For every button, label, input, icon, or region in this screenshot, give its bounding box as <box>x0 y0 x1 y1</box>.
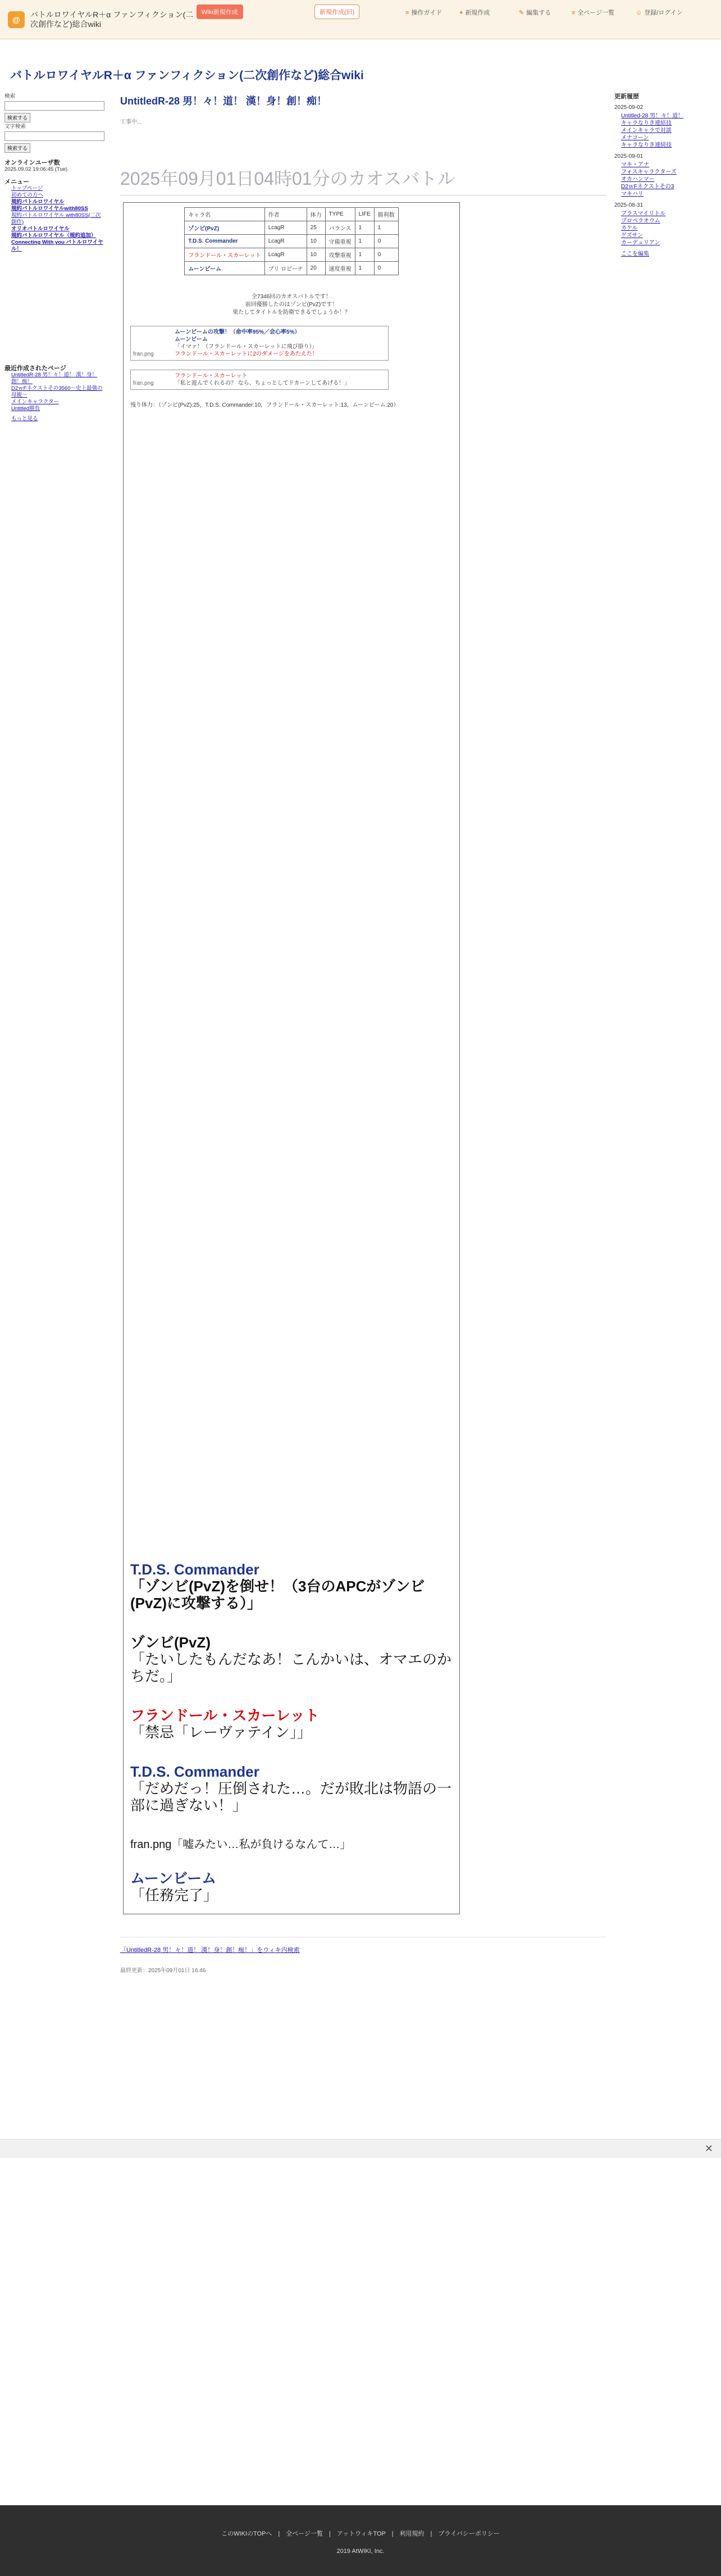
cell: パランス <box>325 221 355 235</box>
history-item[interactable]: マキ・アナ <box>621 162 649 168</box>
cell: 0 <box>374 235 398 248</box>
detail-search-input[interactable] <box>4 131 104 141</box>
online-date: 2025.09.02 19:06:45 (Tue) <box>4 166 68 172</box>
footer-links[interactable]: このWIKIのTOPへ | 全ページ一覧 | アットウィキTOP | 利用規約 | プライバシーポリシー <box>221 2531 500 2537</box>
cell: プリ ロビーナ <box>264 262 307 275</box>
big-speaker: ムーンビーム <box>130 1870 217 1887</box>
edit-link[interactable]: ✎ 編集する <box>519 10 551 16</box>
history-item[interactable]: プロペラオウム <box>621 218 660 224</box>
msg-line: 「私と遊んでくれるの？ なら、ちょっとしてドカーンしてあげる！」 <box>175 380 350 386</box>
big-message <box>130 1561 453 1612</box>
menu-item[interactable]: 規約バトルロワイヤル <box>11 199 65 205</box>
cell: ムーンビーム <box>185 262 265 275</box>
big-speaker: ゾンビ(PvZ) <box>130 1634 211 1651</box>
list-icon: ≡ <box>572 10 576 16</box>
cell: 25 <box>307 221 325 235</box>
all-pages-link[interactable]: ≡ 全ページ一覧 <box>572 10 615 16</box>
big-line: 「ゾンビ(PvZ)を倒せ！（3台のAPCがゾンビ(PvZ)に攻撃する）」 <box>130 1578 425 1612</box>
top-bar <box>0 0 721 39</box>
stat-table <box>184 207 399 275</box>
cell: 0 <box>374 262 398 275</box>
right-sidebar <box>614 93 717 258</box>
cell: 20 <box>307 262 325 275</box>
remaining-hp: 残り体力：（ゾンビ(PvZ):25，T.D.S. Commander:10，フランドール・スカーレット:13，ムーンビーム:20） <box>130 402 399 408</box>
msg-line: ムーンビーム <box>175 336 208 343</box>
big-speaker: T.D.S. Commander <box>130 1763 259 1780</box>
menu-item[interactable]: 規約バトルロワイヤルwith80SS <box>11 206 88 212</box>
cell: T.D.S. Commander <box>185 235 265 248</box>
table-header: 作者 <box>264 208 307 221</box>
intro-line: 前回優勝したのはゾンビ(PvZ)です！ <box>245 302 338 308</box>
history-item[interactable]: メナコーン <box>621 135 649 141</box>
cell: 守備重視 <box>325 235 355 248</box>
new-link[interactable]: + 新規作成 <box>459 10 490 16</box>
cell: LcagR <box>264 235 307 248</box>
cell: 1 <box>355 235 374 248</box>
history-item[interactable]: ゲズサン <box>621 233 643 239</box>
cell: 1 <box>355 262 374 275</box>
history-item[interactable]: Untitled-28 男！々！道！ <box>621 113 684 119</box>
cell: LcagR <box>264 248 307 262</box>
big-message <box>130 1634 453 1685</box>
intro-line: 果たしてタイトルを防衛できるでしょうか！？ <box>232 310 350 316</box>
big-line: 「任務完了」 <box>130 1887 218 1904</box>
plus-icon: + <box>459 10 463 16</box>
big-message <box>130 1707 453 1741</box>
history-date: 2025-09-02 <box>614 104 644 111</box>
recent-item[interactable]: メインキャラクター <box>11 399 60 405</box>
avatar: fran.png <box>133 351 154 357</box>
history-item[interactable]: オカハンマー <box>621 176 655 183</box>
site-logo[interactable]: @ <box>8 11 25 28</box>
site-footer <box>0 2505 721 2576</box>
history-item[interactable]: フォスキャラクターズ <box>621 169 677 175</box>
cell: 10 <box>307 235 325 248</box>
cell: 1 <box>355 248 374 262</box>
msg-line: フランドール・スカーレット <box>175 373 248 379</box>
msg-line: ムーンビームの攻撃！（命中率95%／会心率5%） <box>175 329 300 335</box>
wiki-create-button[interactable]: Wiki新規作成 <box>197 4 243 19</box>
table-header: LIFE <box>355 208 374 221</box>
big-line: 「禁忌「レーヴァテイン」」 <box>130 1724 312 1741</box>
history-date: 2025-09-01 <box>614 153 644 160</box>
menu-item[interactable]: 規約バトルロワイヤル with80SS(二次創作) <box>11 212 101 225</box>
last-updated: 最終更新：2025年09月01日 16:46 <box>120 1968 206 1974</box>
site-title[interactable]: バトルロワイヤルR＋α ファンフィクション(二次創作など)総合wiki <box>30 10 194 29</box>
history-item[interactable]: カーデュリアン <box>621 240 660 246</box>
guide-icon: ≡ <box>405 10 409 16</box>
cell: 10 <box>307 248 325 262</box>
menu-item[interactable]: トップページ <box>11 185 43 192</box>
more-link[interactable]: もっと見る <box>11 416 38 422</box>
big-message <box>130 1763 453 1814</box>
user-icon: ☺ <box>636 10 642 16</box>
page-subtitle: 工事中... <box>120 119 142 125</box>
cell: 1 <box>355 221 374 235</box>
cell: 速度重視 <box>325 262 355 275</box>
big-message <box>130 1870 453 1904</box>
battle-message <box>130 370 389 390</box>
history-item[interactable]: メインキャラで対談 <box>621 128 672 134</box>
msg-line: 「イマァ！（フランドール・スカーレットに飛び掛り）」 <box>175 344 318 350</box>
intro-line: 全7346回のカオスバトルです！ <box>252 294 331 300</box>
table-row <box>185 221 399 235</box>
bottom-banner <box>0 2139 721 2158</box>
wiki-search-link[interactable]: 「UntitledR-28 男！々！道！ 漢！身！創！痴！」をウィキ内検索 <box>120 1947 300 1954</box>
menu-item[interactable]: 初めての方へ <box>11 192 44 198</box>
main-content <box>120 93 606 1974</box>
cell: 0 <box>374 248 398 262</box>
big-speaker: T.D.S. Commander <box>130 1561 259 1578</box>
avatar: fran.png <box>133 380 154 386</box>
table-header: キャラ名 <box>185 208 265 221</box>
big-line: 「だめだっ！圧倒された…。だが敗北は物語の一部に過ぎない！」 <box>130 1780 452 1814</box>
history-heading: 更新履歴 <box>614 93 639 100</box>
login-link[interactable]: ☺ 登録/ログイン <box>636 10 683 16</box>
history-date: 2025-08-31 <box>614 202 644 208</box>
big-speaker: フランドール・スカーレット <box>130 1707 320 1724</box>
table-row <box>185 248 399 262</box>
table-row <box>185 235 399 248</box>
new-create-old-button[interactable]: 新規作成(旧) <box>314 4 359 19</box>
history-item[interactable]: キャラなりき連続技 <box>621 142 672 148</box>
search-label: 検索 <box>4 93 16 99</box>
big-message <box>130 1836 453 1853</box>
search-input[interactable] <box>4 101 104 111</box>
online-heading: オンラインユーザ数 <box>4 160 60 166</box>
guide-link[interactable]: ≡ 操作ガイド <box>405 10 442 16</box>
recent-item[interactable]: UntitledR-28 男！々！道！ 漢！身！創！痴！ <box>11 372 98 385</box>
recent-heading: 最近作成されたページ <box>4 365 66 372</box>
history-item[interactable]: D2ｗFネクストその3 <box>621 184 674 190</box>
table-header: TYPE <box>325 208 355 221</box>
big-line: 「たいしたもんだなあ！こんかいは、オマエのかちだ。」 <box>130 1651 452 1685</box>
history-item[interactable]: マキハリ <box>621 191 644 197</box>
big-line: fran.png「嘘みたい…私が負けるなんて…」 <box>130 1838 352 1851</box>
close-icon[interactable]: ✕ <box>704 2143 713 2154</box>
page-title: UntitledR-28 男！々！道！ 漢！身！創！痴！ <box>120 95 327 107</box>
table-row <box>185 262 399 275</box>
recent-item[interactable]: Untitled勝負 <box>11 406 40 412</box>
battle-box <box>123 202 460 1914</box>
battle-message <box>130 326 389 361</box>
cell: 1 <box>374 221 398 235</box>
menu-heading: メニュー <box>4 179 29 185</box>
table-header: 体力 <box>307 208 325 221</box>
detail-search-label: 文字検索 <box>4 124 26 130</box>
table-header: 勝利数 <box>374 208 398 221</box>
menu-item[interactable]: 規約バトルロワイヤル（規約追加） <box>11 233 97 239</box>
cell: フランドール・スカーレット <box>185 248 265 262</box>
menu-item[interactable]: Connecting With you バトルロワイヤル！ <box>11 239 103 252</box>
battle-title: 2025年09月01日04時01分のカオスバトル <box>120 165 606 195</box>
history-item[interactable]: キャラなりき連結技 <box>621 120 672 126</box>
wiki-heading[interactable]: バトルロワイヤルR＋α ファンフィクション(二次創作など)総合wiki <box>10 69 364 82</box>
history-item[interactable]: カケル <box>621 225 638 231</box>
cell: ゾンビ(PvZ) <box>185 221 265 235</box>
pencil-icon: ✎ <box>519 10 524 16</box>
left-sidebar <box>4 93 104 422</box>
footer-copyright: 2019 AtWIKI, Inc. <box>336 2548 385 2555</box>
battle-intro <box>124 293 459 317</box>
cell: 攻撃重視 <box>325 248 355 262</box>
battle-log-spacer <box>124 408 459 1554</box>
msg-line: フランドール・スカーレットに2のダメージをあたえた！ <box>175 351 318 357</box>
detail-search-button[interactable]: 検索する <box>4 143 30 153</box>
edit-history-link[interactable]: ここを編集 <box>621 251 649 257</box>
history-item[interactable]: ブラスマイリトル <box>621 211 666 217</box>
cell: LcagR <box>264 221 307 235</box>
recent-item[interactable]: D2ｗFネクストその3560〜史上最強の母親〜 <box>11 385 103 398</box>
search-button[interactable]: 検索する <box>4 113 30 122</box>
menu-item[interactable]: オリオバトルロワイヤル <box>11 226 70 232</box>
table-header-row <box>185 208 399 221</box>
